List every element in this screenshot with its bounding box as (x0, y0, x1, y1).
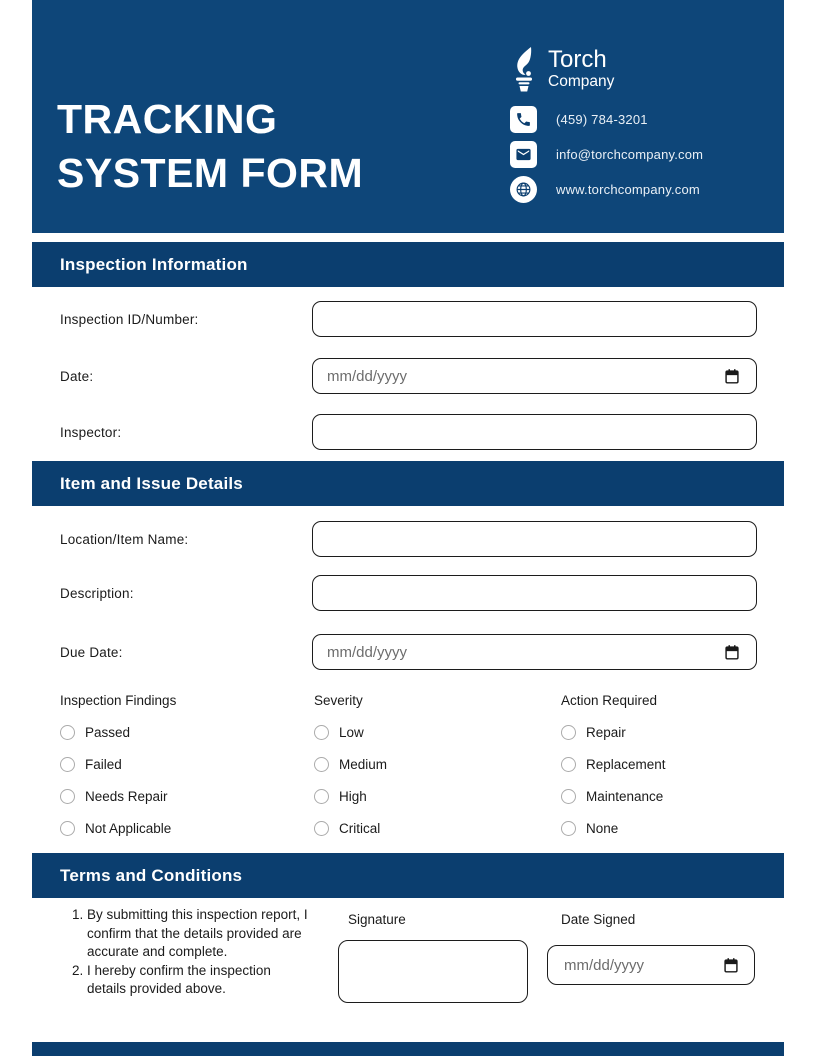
radio-group-inspection-findings (60, 694, 314, 836)
radio-label: Maintenance (586, 788, 664, 804)
field-label: Inspection ID/Number: (60, 311, 199, 327)
footer-bar (32, 1042, 784, 1056)
date-signed-input[interactable] (547, 945, 755, 985)
radio-button[interactable] (314, 725, 329, 740)
radio-option (60, 788, 314, 804)
radio-option (561, 788, 784, 804)
radio-option (314, 724, 561, 740)
radio-button[interactable] (561, 757, 576, 772)
field-label: Description: (60, 585, 134, 601)
section-header-terms-and-conditions (32, 853, 784, 898)
radio-label: Critical (339, 820, 381, 836)
field-row (32, 414, 784, 450)
contact-phone: (459) 784-3201 (556, 112, 648, 127)
radio-button[interactable] (60, 789, 75, 804)
field-label: Date: (60, 368, 94, 384)
calendar-icon[interactable] (724, 368, 740, 385)
calendar-icon[interactable] (723, 957, 739, 974)
company-logo (510, 46, 614, 92)
radio-label: Replacement (586, 756, 666, 772)
radio-option (561, 724, 784, 740)
radio-button[interactable] (60, 757, 75, 772)
radio-label: Medium (339, 756, 388, 772)
radio-group-title: Inspection Findings (60, 693, 177, 708)
radio-label: Low (339, 724, 364, 740)
radio-group-title: Action Required (561, 693, 658, 708)
radio-label: High (339, 788, 367, 804)
field-label: Inspector: (60, 424, 122, 440)
due-date-input[interactable] (312, 634, 757, 670)
inspector-input[interactable] (312, 414, 757, 450)
radio-button[interactable] (561, 821, 576, 836)
section-title: Terms and Conditions (60, 866, 243, 885)
logo-name: Torch (548, 46, 607, 73)
form-page (32, 0, 784, 1041)
inspection-id-input[interactable] (312, 301, 757, 337)
radio-button[interactable] (314, 789, 329, 804)
contact-phone-row (510, 106, 703, 133)
form-header (32, 0, 784, 233)
torch-icon (510, 46, 541, 92)
radio-groups (32, 670, 784, 836)
radio-label: Repair (586, 724, 626, 740)
date-placeholder: mm/dd/yyyy (564, 956, 645, 974)
date-signed-label: Date Signed (561, 912, 636, 927)
terms-list (72, 906, 312, 999)
radio-option (561, 820, 784, 836)
inspection-information-fields (32, 287, 784, 450)
item-issue-fields (32, 506, 784, 670)
radio-option (314, 788, 561, 804)
radio-group-title: Severity (314, 693, 363, 708)
radio-button[interactable] (314, 821, 329, 836)
field-label: Location/Item Name: (60, 531, 189, 547)
radio-option (314, 756, 561, 772)
contact-info (510, 106, 703, 211)
section-header-inspection-information (32, 242, 784, 287)
radio-option (561, 756, 784, 772)
date-placeholder: mm/dd/yyyy (327, 643, 408, 661)
radio-label: Needs Repair (85, 788, 168, 804)
signature-label: Signature (348, 912, 406, 927)
email-icon (510, 141, 537, 168)
contact-email: info@torchcompany.com (556, 147, 704, 162)
field-label: Due Date: (60, 644, 123, 660)
section-title: Inspection Information (60, 255, 248, 274)
radio-group-action-required (561, 694, 784, 836)
radio-label: Passed (85, 724, 131, 740)
description-input[interactable] (312, 575, 757, 611)
radio-button[interactable] (561, 725, 576, 740)
contact-email-row (510, 141, 703, 168)
radio-button[interactable] (561, 789, 576, 804)
radio-group-severity (314, 694, 561, 836)
radio-option (314, 820, 561, 836)
radio-button[interactable] (60, 725, 75, 740)
contact-website: www.torchcompany.com (556, 182, 700, 197)
date-placeholder: mm/dd/yyyy (327, 367, 408, 385)
logo-subtitle: Company (548, 73, 615, 90)
section-title: Item and Issue Details (60, 474, 243, 493)
location-item-name-input[interactable] (312, 521, 757, 557)
terms-item: 1. By submitting this inspection report, I confirm that the details provided are accurate and complete. (87, 906, 312, 962)
calendar-icon[interactable] (724, 644, 740, 661)
radio-label: Not Applicable (85, 820, 172, 836)
radio-option (60, 756, 314, 772)
contact-website-row (510, 176, 703, 203)
page-title-line2: SYSTEM FORM (57, 150, 364, 196)
phone-icon (510, 106, 537, 133)
terms-item: 2. I hereby confirm the inspection details provided above. (87, 962, 312, 999)
date-input[interactable] (312, 358, 757, 394)
globe-icon (510, 176, 537, 203)
signature-box[interactable] (338, 940, 528, 1003)
field-row (32, 575, 784, 611)
page-title-line1: TRACKING (57, 96, 278, 142)
field-row (32, 634, 784, 670)
terms-content (32, 898, 784, 1041)
radio-label: Failed (85, 756, 122, 772)
field-row (32, 358, 784, 394)
page-title (57, 92, 363, 200)
section-header-item-issue-details (32, 461, 784, 506)
radio-button[interactable] (60, 821, 75, 836)
logo-text (548, 46, 614, 91)
radio-button[interactable] (314, 757, 329, 772)
radio-option (60, 724, 314, 740)
field-row (32, 301, 784, 337)
radio-option (60, 820, 314, 836)
radio-label: None (586, 820, 619, 836)
field-row (32, 521, 784, 557)
